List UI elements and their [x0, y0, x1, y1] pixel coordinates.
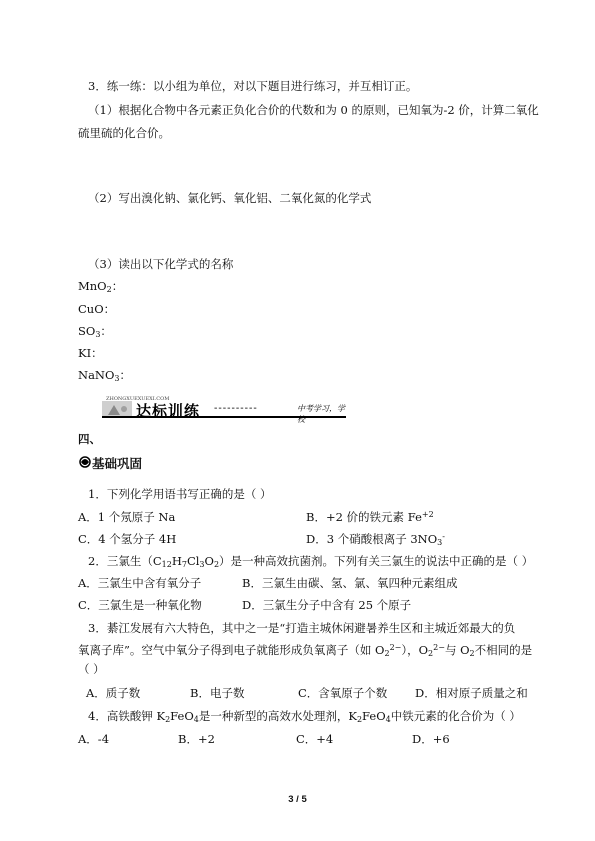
q3-option-a: A．质子数 [86, 686, 141, 700]
formula-cuo: CuO： [78, 302, 116, 316]
q1-stem: 1．下列化学用语书写正确的是（ ） [88, 487, 272, 501]
badge-label: 基础巩固 [92, 456, 143, 471]
q3-line2: 氧离子库”。空气中氧分子得到电子就能形成负氧离子（如 $O_2^{2-}$），$O_2^{2-}$与 $O_2$不相同的是 [78, 643, 533, 658]
section-badge [78, 453, 158, 471]
q4-option-d: D．+6 [412, 732, 450, 746]
q3-option-b: B．电子数 [190, 686, 245, 700]
q2-option-b: B．三氯生由碳、氢、氯、氧四种元素组成 [242, 576, 458, 590]
banner-small-text: ZHONGXUEXUEXI.COM [106, 396, 170, 402]
q2-option-a: A．三氯生中含有氧分子 [78, 576, 202, 590]
q1-option-d: D．3 个硝酸根离子 $3NO_3^-$ [306, 532, 445, 547]
formula-mno2: MnO$_2$： [78, 279, 124, 294]
practice-q3: （3）读出以下化学式的名称 [88, 257, 234, 271]
practice-intro: 3．练一练：以小组为单位，对以下题目进行练习，并互相订正。 [88, 79, 418, 93]
q2-option-d: D．三氯生分子中含有 25 个原子 [242, 598, 412, 612]
page-number: 3 / 5 [288, 794, 307, 805]
q3-line1: 3．綦江发展有六大特色，其中之一是“打造主城休闲避暑养生区和主城近郊最大的负 [88, 621, 516, 635]
banner-title: 达标训练 [136, 402, 201, 420]
banner-subtitle: 中考学习，学校 [297, 404, 345, 424]
formula-so3: $SO_3$： [78, 324, 112, 339]
q3-line3: （ ） [78, 662, 105, 676]
formula-ki: KI： [78, 346, 103, 360]
q1-option-c: C．4 个氢分子 4H [78, 532, 177, 546]
q1-option-b: B．+2 价的铁元素 $Fe^{+2}$ [306, 510, 434, 524]
q2-option-c: C．三氯生是一种氧化物 [78, 598, 202, 612]
section-number: 四、 [78, 432, 101, 446]
q2-stem: 2．三氯生$(C_{12}H_7Cl_3O_2)$是一种高效抗菌剂。下列有关三氯生的说法中正确的是（ ） [88, 554, 534, 569]
practice-q1-line2: 硫里硫的化合价。 [78, 126, 170, 140]
badge-flourish-icon [78, 454, 92, 470]
q1-option-a: A．1 个氖原子 Na [78, 510, 176, 524]
training-banner [102, 397, 346, 422]
q4-stem: 4．高铁酸钾 $K_2FeO_4$是一种新型的高效水处理剂，$K_2FeO_4$中铁元素的化合价为（ ） [88, 709, 521, 724]
practice-q2: （2）写出溴化钠、氯化钙、氧化铝、二氧化氮的化学式 [88, 191, 372, 205]
practice-q1-line1: （1）根据化合物中各元素正负化合价的代数和为 0 的原则，已知氧为-2 价，计算二氧化 [88, 103, 539, 117]
formula-nano3: NaNO$_3$： [78, 368, 132, 383]
q4-option-c: C．+4 [296, 732, 334, 746]
q3-option-d: D．相对原子质量之和 [415, 686, 528, 700]
q4-option-a: A．-4 [78, 732, 110, 746]
banner-dashes: ---------- [214, 403, 258, 414]
q4-option-b: B．+2 [178, 732, 215, 746]
q3-option-c: C．含氧原子个数 [298, 686, 388, 700]
